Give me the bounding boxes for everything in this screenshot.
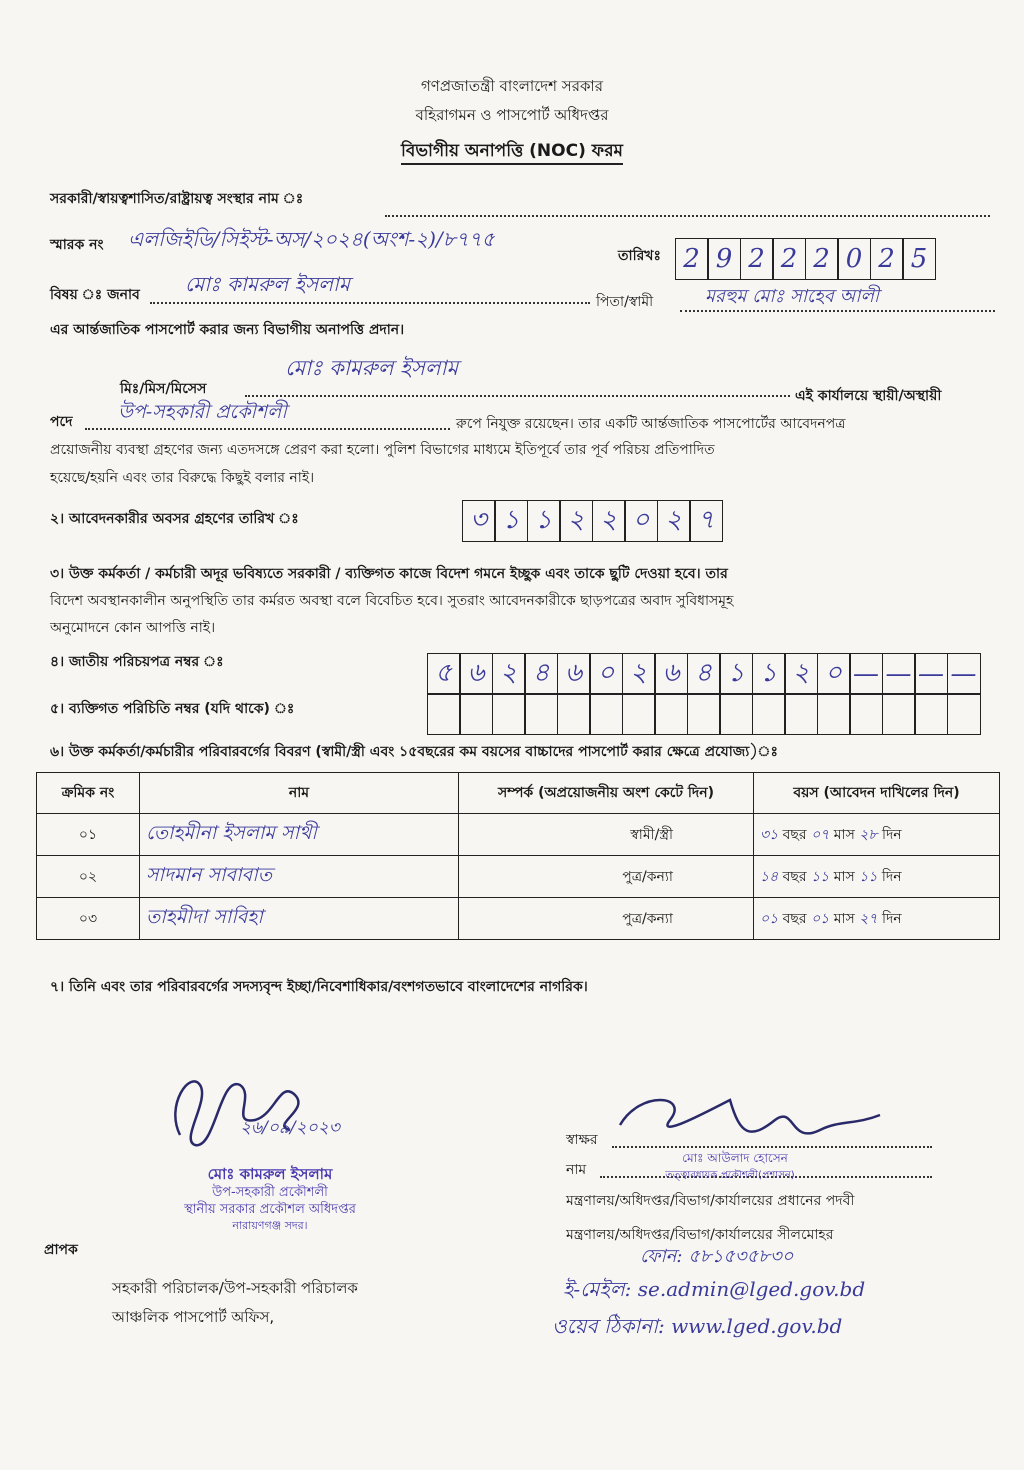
nid-box: ২ — [622, 653, 656, 695]
date-box: 2 — [870, 238, 904, 280]
father-value: মরহুম মোঃ সাহেব আলী — [705, 286, 880, 307]
office-text: এই কার্যালয়ে স্থায়ী/অস্থায়ী — [795, 388, 942, 404]
date-box: 9 — [707, 238, 741, 280]
subject-value: মোঃ কামরুল ইসলাম — [185, 272, 350, 296]
nid-box: — — [849, 653, 883, 695]
nid-box: — — [947, 653, 981, 695]
pid-box — [947, 693, 981, 735]
date-box: 5 — [902, 238, 936, 280]
officer-name: মোঃ কামরুল ইসলাম — [285, 356, 459, 380]
father-label: পিতা/স্বামী — [596, 294, 654, 310]
nid-box: ৬ — [654, 653, 688, 695]
row-age — [754, 898, 1000, 940]
date-box: 0 — [837, 238, 871, 280]
recipient-line2: আঞ্চলিক পাসপোর্ট অফিস, — [112, 1308, 275, 1326]
age-day: ১১ — [859, 868, 878, 885]
right-stamp-name: মোঃ আউলাদ হোসেন — [682, 1151, 788, 1165]
item3-line2: বিদেশ অবস্থানকালীন অনুপস্থিতি তার কর্মরত অবস্থা বলে বিবেচিত হবে। সুতরাং আবেদনকারীকে ছাড়পত্রের অবাদ সুবিধাসমূহ — [50, 593, 734, 609]
salutation: মিঃ/মিস/মিসেস — [120, 381, 207, 397]
item4-label: ৪। জাতীয় পরিচয়পত্র নম্বর ঃ — [50, 654, 224, 670]
item3-line3: অনুমোদনে কোন আপত্তি নাই। — [50, 620, 216, 636]
table-row — [37, 814, 1000, 856]
nid-box: ২ — [784, 653, 818, 695]
retirement-date-box: ২ — [592, 500, 626, 542]
unit-day: দিন — [881, 826, 902, 843]
nid-box: ০ — [589, 653, 623, 695]
left-stamp-place: নারায়ণগঞ্জ সদর। — [232, 1219, 308, 1232]
para1-line3: প্রয়োজনীয় ব্যবস্থা গ্রহণের জন্য এতদসঙ্গে প্রেরণ করা হলো। পুলিশ বিভাগের মাধ্যমে ইতিপূর্বে তার পূর্ব পরিচয় প্রতিপাদিত — [50, 442, 715, 458]
unit-year: বছর — [782, 910, 807, 927]
date-boxes — [676, 238, 936, 280]
row-serial: ০২ — [37, 856, 140, 898]
age-day: ২৮ — [859, 826, 878, 843]
family-table — [36, 772, 1000, 940]
date-box: 2 — [772, 238, 806, 280]
email-value: ই-মেইল: se.admin@lged.gov.bd — [563, 1277, 866, 1301]
org-label: সরকারী/স্বায়ত্বশাসিত/রাষ্ট্রায়ত্ব সংস্থার নাম ঃ — [50, 191, 304, 207]
web-value: ওয়েব ঠিকানা: www.lged.gov.bd — [552, 1314, 843, 1338]
post-value: উপ-সহকারী প্রকৌশলী — [118, 401, 287, 423]
left-stamp-office: স্থানীয় সরকার প্রকৌশল অধিদপ্তর — [184, 1202, 356, 1217]
item2-label: ২। আবেদনকারীর অবসর গ্রহণের তারিখ ঃ — [50, 511, 299, 527]
pid-box — [492, 693, 526, 735]
form-title — [0, 138, 1024, 166]
pid-box — [654, 693, 688, 735]
pid-box — [719, 693, 753, 735]
row-relation: স্বামী/স্ত্রী — [459, 814, 754, 856]
col-age: বয়স (আবেদন দাখিলের দিন) — [754, 773, 1000, 814]
row-age — [754, 856, 1000, 898]
date-box: 2 — [740, 238, 774, 280]
recipient-line1: সহকারী পরিচালক/উপ-সহকারী পরিচালক — [112, 1279, 358, 1297]
unit-month: মাস — [833, 910, 855, 927]
family-table-header — [37, 773, 1000, 814]
nid-box: ০ — [817, 653, 851, 695]
pid-box — [914, 693, 948, 735]
unit-day: দিন — [881, 910, 902, 927]
pid-box — [427, 693, 461, 735]
retirement-date-box: ২ — [559, 500, 593, 542]
row-age — [754, 814, 1000, 856]
pid-box — [589, 693, 623, 735]
nid-box: ৫ — [427, 653, 461, 695]
col-serial: ক্রমিক নং — [37, 773, 140, 814]
pid-box — [622, 693, 656, 735]
left-signature-date: ২৬/০৯/২০২৩ — [240, 1118, 340, 1138]
pid-box — [459, 693, 493, 735]
phone-value: ফোন: ৫৮১৫৩৫৮৩০ — [640, 1246, 794, 1267]
age-month: ০১ — [811, 910, 830, 927]
date-label: তারিখঃ — [618, 248, 661, 264]
item6-label: ৬। উক্ত কর্মকর্তা/কর্মচারীর পরিবারবর্গের বিবরণ (স্বামী/স্ত্রী এবং ১৫বছরের কম বয়সের বাচ্চাদের পাসপোর্ট করার ক্ষেত্রে প্রযোজ্য)ঃ — [50, 744, 778, 760]
row-name: তোহমীনা ইসলাম সাথী — [140, 814, 459, 856]
pid-box — [524, 693, 558, 735]
sign-dotted-line — [612, 1146, 932, 1148]
row-serial: ০১ — [37, 814, 140, 856]
left-stamp-title: উপ-সহকারী প্রকৌশলী — [212, 1185, 328, 1200]
recipient-label: প্রাপক — [44, 1242, 78, 1258]
nid-boxes — [428, 653, 981, 695]
form-title-text: বিভাগীয় অনাপত্তি (NOC) ফরম — [401, 141, 623, 165]
age-month: ১১ — [811, 868, 830, 885]
row-relation: পুত্র/কন্যা — [459, 898, 754, 940]
retirement-date-box: ২ — [657, 500, 691, 542]
seal-label: মন্ত্রণালয়/অধিদপ্তর/বিভাগ/কার্যালয়ের সীলমোহর — [566, 1227, 834, 1243]
pid-box — [849, 693, 883, 735]
gov-title: গণপ্রজাতন্ত্রী বাংলাদেশ সরকার — [420, 77, 604, 95]
unit-month: মাস — [833, 868, 855, 885]
nid-box: ৬ — [459, 653, 493, 695]
table-row — [37, 898, 1000, 940]
pid-box — [817, 693, 851, 735]
row-name: সাদমান সাবাবাত — [140, 856, 459, 898]
nid-box: ৪ — [687, 653, 721, 695]
age-month: ০৭ — [811, 826, 830, 843]
para1-line2: রুপে নিযুক্ত রয়েছেন। তার একটি আর্ন্তজাতিক পাসপোর্টের আবেদনপত্র — [456, 416, 846, 432]
left-stamp-name: মোঃ কামরুল ইসলাম — [207, 1165, 333, 1183]
item3-line1: ৩। উক্ত কর্মকর্তা / কর্মচারী অদূর ভবিষ্যতে সরকারী / ব্যক্তিগত কাজে বিদেশ গমনে ইচ্ছুক এবং তাকে ছুটি দেওয়া হবে। তার — [50, 566, 728, 582]
right-stamp-title: তত্ত্বাবধায়ক প্রকৌশলী(প্রশাসন) — [665, 1170, 795, 1181]
nid-box: ১ — [719, 653, 753, 695]
col-name: নাম — [140, 773, 459, 814]
pid-box — [882, 693, 916, 735]
nid-box: — — [914, 653, 948, 695]
nid-box: — — [882, 653, 916, 695]
unit-year: বছর — [782, 826, 807, 843]
pid-box — [687, 693, 721, 735]
age-year: ৩১ — [760, 826, 779, 843]
pid-box — [784, 693, 818, 735]
name-label: নাম — [566, 1162, 587, 1178]
retirement-date-box: ১ — [527, 500, 561, 542]
nid-box: ২ — [492, 653, 526, 695]
nid-box: ৪ — [524, 653, 558, 695]
retirement-date-box: ০ — [624, 500, 658, 542]
subject-line2: এর আর্ন্তজাতিক পাসপোর্ট করার জন্য বিভাগীয় অনাপত্তি প্রদান। — [50, 322, 405, 338]
date-box: 2 — [675, 238, 709, 280]
row-name: তাহমীদা সাবিহা — [140, 898, 459, 940]
post-label: পদে — [50, 414, 73, 430]
retirement-date-box: ১ — [494, 500, 528, 542]
item5-label: ৫। ব্যক্তিগত পরিচিতি নম্বর (যদি থাকে) ঃ — [50, 701, 295, 717]
subject-label: বিষয় ঃ জনাব — [50, 287, 140, 303]
memo-value: এলজিইডি/সিইস্ট-অস/২০২৪(অংশ-২)/৮৭৭৫ — [128, 227, 495, 251]
row-serial: ০৩ — [37, 898, 140, 940]
memo-label: স্মারক নং — [50, 237, 104, 253]
age-year: ১৪ — [760, 868, 779, 885]
unit-month: মাস — [833, 826, 855, 843]
pid-box — [557, 693, 591, 735]
nid-box: ১ — [752, 653, 786, 695]
date-box: 2 — [805, 238, 839, 280]
nid-box: ৬ — [557, 653, 591, 695]
retirement-date-boxes — [463, 500, 723, 542]
row-relation: পুত্র/কন্যা — [459, 856, 754, 898]
retirement-date-box: ৭ — [689, 500, 723, 542]
age-year: ০১ — [760, 910, 779, 927]
col-relation: সম্পর্ক (অপ্রয়োজনীয় অংশ কেটে দিন) — [459, 773, 754, 814]
table-row — [37, 856, 1000, 898]
designation-label: মন্ত্রণালয়/অধিদপ্তর/বিভাগ/কার্যালয়ের প্রধানের পদবী — [566, 1193, 855, 1209]
pid-boxes — [428, 693, 981, 735]
unit-year: বছর — [782, 868, 807, 885]
retirement-date-box: ৩ — [462, 500, 496, 542]
org-dotted-line — [385, 215, 990, 217]
age-day: ২৭ — [859, 910, 878, 927]
unit-day: দিন — [881, 868, 902, 885]
para1-line4: হয়েছে/হয়নি এবং তার বিরুদ্ধে কিছুই বলার নাই। — [50, 470, 315, 486]
pid-box — [752, 693, 786, 735]
item7-text: ৭। তিনি এবং তার পরিবারবর্গের সদস্যবৃন্দ ইচ্ছা/নিবেশাধিকার/বংশগতভাবে বাংলাদেশের নাগরিক। — [50, 979, 588, 995]
dept-title: বহিরাগমন ও পাসপোর্ট অধিদপ্তর — [415, 106, 609, 124]
sign-label: স্বাক্ষর — [566, 1132, 598, 1148]
name-dotted-line — [245, 395, 790, 397]
